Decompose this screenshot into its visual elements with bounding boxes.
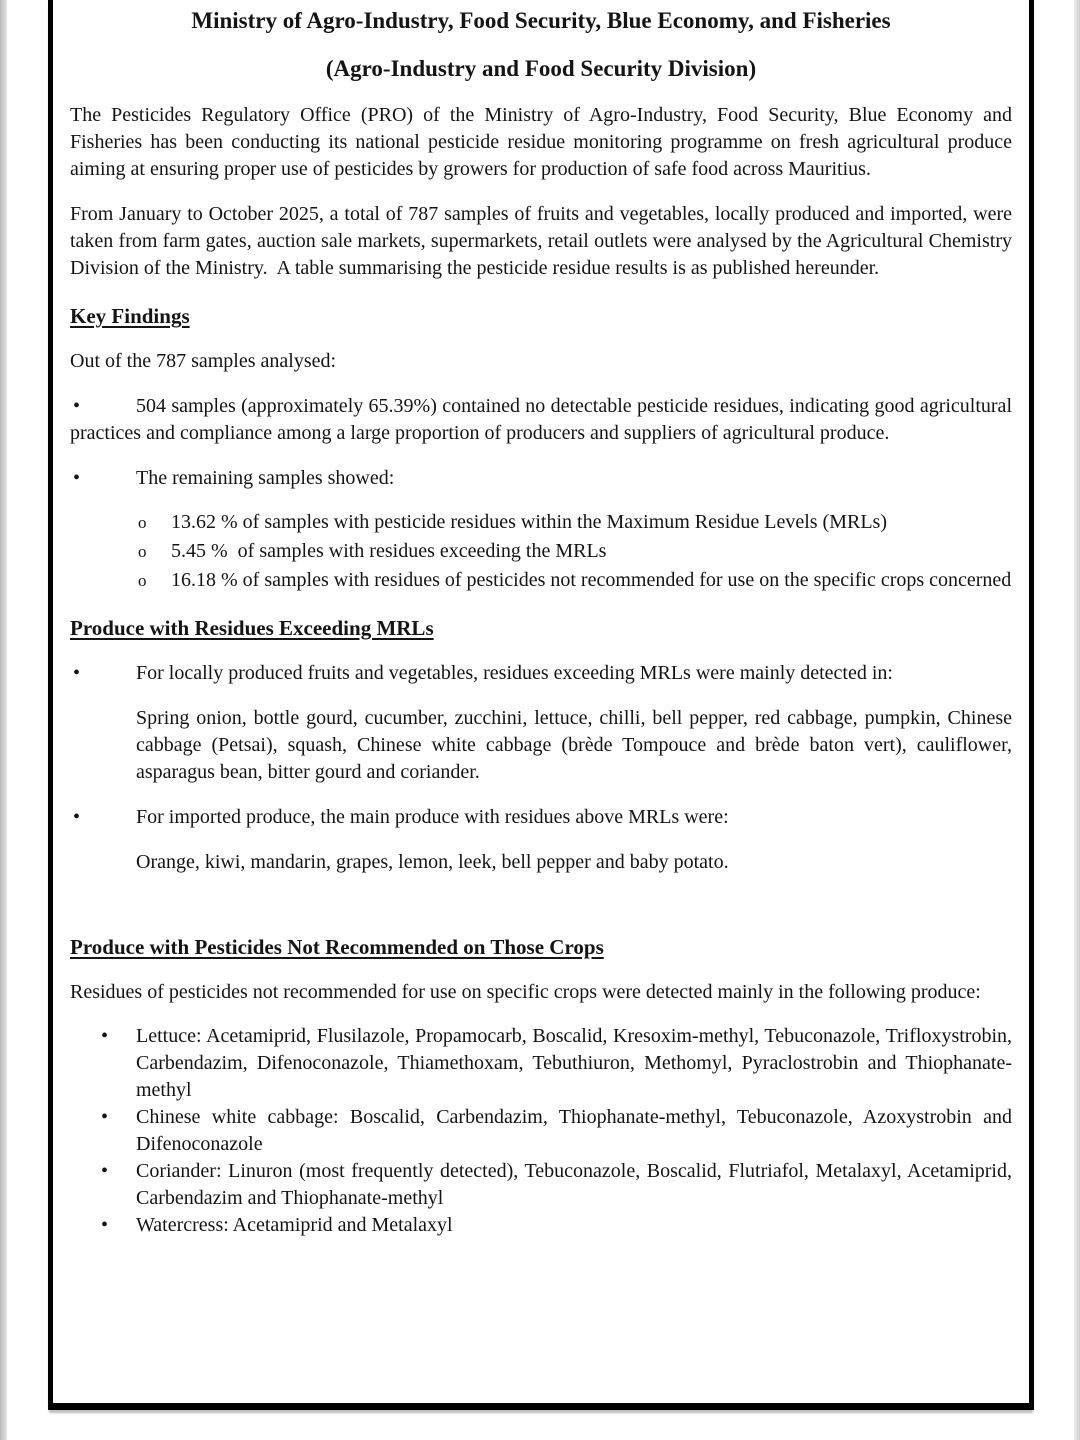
watercress-pesticides: Watercress: Acetamiprid and Metalaxyl: [136, 1214, 453, 1236]
not-recommended-intro: Residues of pesticides not recommended for use on specific crops were detected mainly in the following produce:: [70, 981, 981, 1003]
lettuce-pesticides: Lettuce: Acetamiprid, Flusilazole, Propamocarb, Boscalid, Kresoxim-methyl, Tebuconazole, Trifloxystrobin, Carbendazim, Difenoconazole, Thiamethoxam, Tebuthiuron, Methomyl, Pyraclostrobin and Thiophanate-methyl: [136, 1025, 1012, 1101]
stat-exceeding-mrls: 5.45 % of samples with residues exceeding the MRLs: [171, 540, 607, 562]
bullet-icon: •: [73, 467, 81, 489]
bullet-local-produce-text: For locally produced fruits and vegetables, residues exceeding MRLs were mainly detected in:: [136, 662, 893, 684]
key-findings-intro: Out of the 787 samples analysed:: [70, 350, 337, 372]
intro-paragraph: The Pesticides Regulatory Office (PRO) of the Ministry of Agro-Industry, Food Security, Blue Economy and Fisheries has been conducting its national pesticide residue monitoring programme on fresh agricultural produce aiming at ensuring proper use of pesticides by growers for production of safe food across Mauritius.: [70, 104, 1012, 180]
bullet-icon: •: [101, 1214, 109, 1236]
list-item: [99, 1158, 1012, 1212]
document-content: [53, 0, 1029, 1239]
page-edge-left: [0, 0, 7, 1440]
bullet-no-residues: [70, 393, 1012, 447]
key-findings-heading: Key Findings: [70, 304, 190, 328]
page-edge-right: [1074, 0, 1080, 1440]
list-item: [99, 1104, 1012, 1158]
bullet-imported-produce-text: For imported produce, the main produce with residues above MRLs were:: [136, 806, 729, 828]
not-recommended-heading: Produce with Pesticides Not Recommended on Those Crops: [70, 935, 604, 959]
list-item: [99, 1212, 1012, 1239]
bullet-imported-produce: [70, 804, 1012, 831]
exceeding-mrls-heading: Produce with Residues Exceeding MRLs: [70, 616, 434, 640]
chinese-white-cabbage-pesticides: Chinese white cabbage: Boscalid, Carbendazim, Thiophanate-methyl, Tebuconazole, Azoxystrobin and Difenoconazole: [136, 1106, 1012, 1155]
coriander-pesticides: Coriander: Linuron (most frequently detected), Tebuconazole, Boscalid, Flutriafol, Metalaxyl, Acetamiprid, Carbendazim and Thiophanate-methyl: [136, 1160, 1012, 1209]
list-item: [136, 537, 1012, 565]
bullet-icon: •: [101, 1160, 109, 1182]
stat-within-mrls: 13.62 % of samples with pesticide residues within the Maximum Residue Levels (MRLs): [171, 511, 887, 533]
imported-produce-list: Orange, kiwi, mandarin, grapes, lemon, leek, bell pepper and baby potato.: [136, 851, 729, 873]
stats-list: [70, 508, 1012, 594]
document-subtitle: (Agro-Industry and Food Security Division): [325, 56, 757, 81]
list-item: [136, 508, 1012, 536]
list-item: [99, 1023, 1012, 1104]
circle-bullet-icon: o: [138, 571, 147, 590]
bullet-local-produce: [70, 660, 1012, 687]
bullet-icon: •: [101, 1025, 109, 1047]
bullet-icon: •: [73, 662, 81, 684]
document-frame: [48, 0, 1034, 1410]
bullet-icon: •: [101, 1106, 109, 1128]
bullet-remaining-samples: [70, 465, 1012, 492]
document-title: Ministry of Agro-Industry, Food Security, Blue Economy, and Fisheries: [191, 8, 891, 33]
sampling-paragraph: From January to October 2025, a total of 787 samples of fruits and vegetables, locally produced and imported, were taken from farm gates, auction sale markets, supermarkets, retail outlets were analysed by the Agricultural Chemistry Division of the Ministry. A table summarising the pesticide residue results is as published hereunder.: [70, 203, 1012, 279]
bullet-icon: •: [73, 806, 81, 828]
circle-bullet-icon: o: [138, 542, 147, 561]
bullet-no-residues-text: 504 samples (approximately 65.39%) contained no detectable pesticide residues, indicating good agricultural practices and compliance among a large proportion of producers and suppliers of agricultural produce.: [70, 395, 1012, 444]
bullet-remaining-samples-text: The remaining samples showed:: [136, 467, 395, 489]
local-produce-list: Spring onion, bottle gourd, cucumber, zucchini, lettuce, chilli, bell pepper, red cabbage, pumpkin, Chinese cabbage (Petsai), squash, Chinese white cabbage (brède Tompouce and brède baton vert), cauliflower, asparagus bean, bitter gourd and coriander.: [136, 707, 1012, 783]
bullet-icon: •: [73, 395, 81, 417]
circle-bullet-icon: o: [138, 513, 147, 532]
list-item: [136, 566, 1012, 594]
stat-not-recommended: 16.18 % of samples with residues of pesticides not recommended for use on the specific crops concerned: [171, 569, 1012, 591]
not-recommended-list: [70, 1023, 1012, 1239]
